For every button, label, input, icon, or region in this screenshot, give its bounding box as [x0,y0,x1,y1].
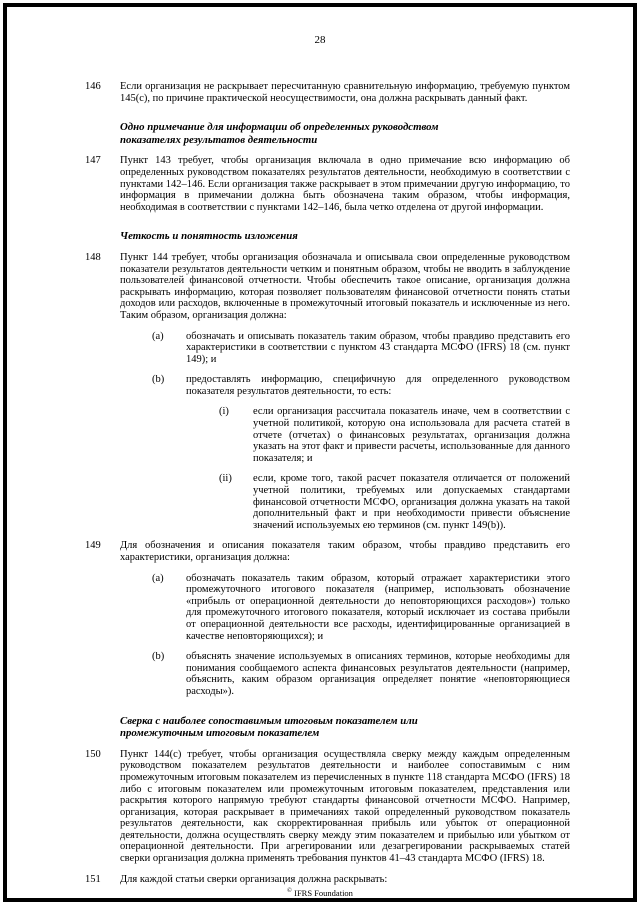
list-item-148a [152,331,570,366]
page-number: 28 [314,34,326,46]
paragraph-text: Для обозначения и описания показателя таким образом, чтобы правдиво представить его характеристики, организация должна: [120,540,570,563]
list-item-label: (a) [152,572,164,584]
list-item-text: обозначать и описывать показатель таким образом, чтобы правдиво представить его характеристики в соответствии с пунктом 43 стандарта МСФО (IFRS) 18 (см. пункт 149); и [186,330,570,365]
list-item-label: (a) [152,330,164,342]
document-content [85,72,570,885]
list-item-148b-ii [219,473,570,531]
copyright-symbol: © [287,887,292,895]
paragraph-number: 149 [85,540,101,552]
paragraph-147 [85,155,570,213]
list-item-text: если, кроме того, такой расчет показателя отличается от положений учетной политики, требуемых или допускаемых стандартами финансовой отчетности МСФО, организация должна указать на такой дополнительный факт и при необходимости привести объяснение значений используемых ею терминов (см. пункт 149(b)). [253,473,570,531]
paragraph-text: Пункт 143 требует, чтобы организация включала в одно примечание всю информацию об определенных руководством показателях результатов деятельности, необходимую в соответствии с пунктами 142–146. Если организация также раскрывает в этом примечании другую информацию, то информация в примечании должна быть обозначена таким образом, чтобы информация, необходимая в соответствии с пунктами 142–146, была четко отделена от другой информации. [120,155,570,213]
paragraph-number: 150 [85,748,101,760]
paragraph-number: 147 [85,155,101,167]
list-item-text: если организация рассчитала показатель иначе, чем в соответствии с учетной политикой, которую она использовала для расчета статей в отчете (отчетах) о финансовых результатах, организация должна указать на этот факт и привести расчеты, использованные для данного показателя; и [253,406,570,464]
list-item-label: (i) [219,406,229,418]
paragraph-text: Пункт 144 требует, чтобы организация обозначала и описывала свои определенные руководством показатели результатов деятельности четким и понятным образом, чтобы не вводить в заблуждение пользователей финансовой отчетности. Чтобы обеспечить такое описание, организация должна раскрывать информацию, которая позволяет пользователям финансовой отчетности понять статьи доходов или расходов, включенные в промежуточный итоговый показатель и исключенные из него. Таким образом, организация должна: [120,251,570,321]
paragraph-150 [85,749,570,865]
paragraph-148 [85,252,570,322]
paragraph-text: Пункт 144(c) требует, чтобы организация осуществляла сверку между каждым определенным руководством показателем результатов деятельности и наиболее сопоставимым с ним промежуточным итоговым показателем из перечисленных в пункте 118 стандарта МСФО (IFRS) 18 либо с итоговым показателем или промежуточным итоговым показателем, представления или раскрытия которого напрямую требуют стандарты финансовой отчетности МСФО. Например, организация, которая раскрывает в примечаниях такой определенный руководством показатель результатов деятельности, как скорректированная прибыль или убыток от операционной деятельности, должна осуществлять сверку между этим показателем и прибылью или убытком от операционной деятельности. При агрегировании или дезагрегировании раскрываемых статей сверки организация должна применять требования пунктов 41–43 стандарта МСФО (IFRS) 18. [120,748,570,865]
list-item-149b [152,651,570,697]
list-item-149a [152,573,570,643]
footer-text: IFRS Foundation [292,888,353,898]
list-item-label: (b) [152,374,165,386]
list-item-148b [152,374,570,397]
list-item-text: обозначать показатель таким образом, который отражает характеристики этого промежуточного итогового показателя (например, использовать обозначение «прибыль от операционной деятельности до неповторяющихся расходов») только для промежуточного итогового показателя, который исключает из состава прибыли от операционной деятельности все расходы, идентифицированные организацией в качестве неповторяющихся); и [186,572,570,642]
section-heading-reconciliation: Сверка с наиболее сопоставимым итоговым показателем или промежуточным итоговым показателем [120,714,418,740]
paragraph-number: 151 [85,873,101,885]
list-item-text: предоставлять информацию, специфичную для определенного руководством показателя результатов деятельности, то есть: [186,374,570,397]
paragraph-149 [85,540,570,563]
list-item-text: объяснять значение используемых в описаниях терминов, которые необходимы для понимания сообщаемого аспекта финансовых результатов деятельности (например, объяснить, каким образом организация определяет понятие «неповторяющиеся расходы»). [186,651,570,697]
list-item-label: (b) [152,651,165,663]
paragraph-151 [85,874,570,886]
paragraph-146 [85,81,570,104]
list-item-148b-i [219,406,570,464]
paragraph-number: 146 [85,81,101,92]
paragraph-text: Для каждой статьи сверки организация должна раскрывать: [120,873,388,885]
paragraph-number: 148 [85,251,101,263]
section-heading-one-note: Одно примечание для информации об определенных руководством показателях результатов деятельности [120,121,439,146]
page-footer [0,887,640,898]
paragraph-text: Если организация не раскрывает пересчитанную сравнительную информацию, требуемую пунктом 145(c), по причине практической неосуществимости, она должна раскрывать данный факт. [120,81,570,104]
section-heading-clarity: Четкость и понятность изложения [120,230,298,243]
list-item-label: (ii) [219,473,232,485]
